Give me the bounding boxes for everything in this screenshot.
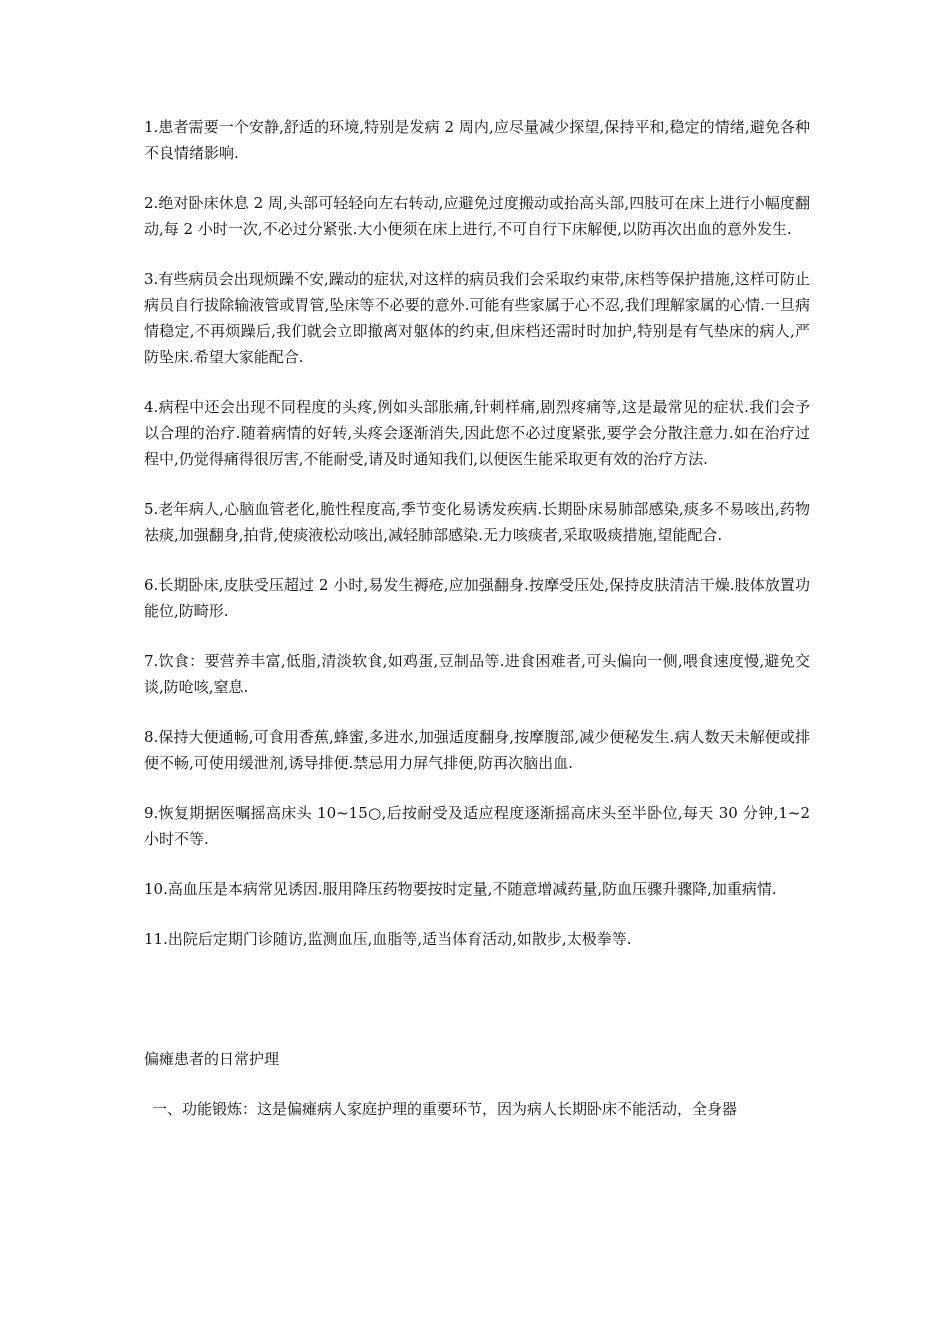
paragraph-8: 8.保持大便通畅,可食用香蕉,蜂蜜,多进水,加强适度翻身,按摩腹部,减少便秘发生.病人数天未解便或排便不畅,可使用缓泄剂,诱导排便.禁忌用力屏气排便,防再次脑出血. bbox=[144, 728, 810, 772]
section-paragraph: 一、功能锻炼：这是偏瘫病人家庭护理的重要环节，因为病人长期卧床不能活动，全身器 bbox=[152, 1100, 738, 1118]
section-spacer bbox=[144, 976, 810, 1046]
section-title: 偏瘫患者的日常护理 bbox=[144, 1050, 280, 1068]
paragraph-7: 7.饮食：要营养丰富,低脂,清淡软食,如鸡蛋,豆制品等.进食困难者,可头偏向一侧,喂食速度慢,避免交谈,防呛咳,窒息. bbox=[144, 652, 810, 696]
paragraph-3: 3.有些病员会出现烦躁不安,躁动的症状,对这样的病员我们会采取约束带,床档等保护措施,这样可防止病员自行拔除输液管或胃管,坠床等不必要的意外.可能有些家属于心不忍,我们理解家属的心情.一旦病情稳定,不再烦躁后,我们就会立即撤离对躯体的约束,但床档还需时时加护,特别是有气垫床的病人,严防坠床.希望大家能配合. bbox=[144, 270, 810, 366]
paragraph-6: 6.长期卧床,皮肤受压超过 2 小时,易发生褥疮,应加强翻身.按摩受压处,保持皮肤清洁干燥.肢体放置功能位,防畸形. bbox=[144, 576, 810, 620]
paragraph-2: 2.绝对卧床休息 2 周,头部可轻轻向左右转动,应避免过度搬动或抬高头部,四肢可在床上进行小幅度翻动,每 2 小时一次,不必过分紧张.大小便须在床上进行,不可自行下床解便,以防再次出血的意外发生. bbox=[144, 194, 810, 238]
paragraph-1: 1.患者需要一个安静,舒适的环境,特别是发病 2 周内,应尽量减少探望,保持平和,稳定的情绪,避免各种不良情绪影响. bbox=[144, 118, 810, 162]
paragraph-9: 9.恢复期据医嘱摇高床头 10~15○,后按耐受及适应程度逐渐摇高床头至半卧位,每天 30 分钟,1~2 小时不等. bbox=[144, 804, 810, 848]
document-body bbox=[144, 114, 810, 1122]
paragraph-10: 10.高血压是本病常见诱因.服用降压药物要按时定量,不随意增减药量,防血压骤升骤降,加重病情. bbox=[144, 880, 777, 898]
paragraph-5: 5.老年病人,心脑血管老化,脆性程度高,季节变化易诱发疾病.长期卧床易肺部感染,痰多不易咳出,药物祛痰,加强翻身,拍背,使痰液松动咳出,减轻肺部感染.无力咳痰者,采取吸痰措施,望能配合. bbox=[144, 500, 810, 544]
paragraph-4: 4.病程中还会出现不同程度的头疼,例如头部胀痛,针刺样痛,剧烈疼痛等,这是最常见的症状.我们会予以合理的治疗.随着病情的好转,头疼会逐渐消失,因此您不必过度紧张,要学会分散注意力.如在治疗过程中,仍觉得痛得很厉害,不能耐受,请及时通知我们,以便医生能采取更有效的治疗方法. bbox=[144, 398, 810, 468]
paragraph-11: 11.出院后定期门诊随访,监测血压,血脂等,适当体育活动,如散步,太极拳等. bbox=[144, 930, 632, 948]
